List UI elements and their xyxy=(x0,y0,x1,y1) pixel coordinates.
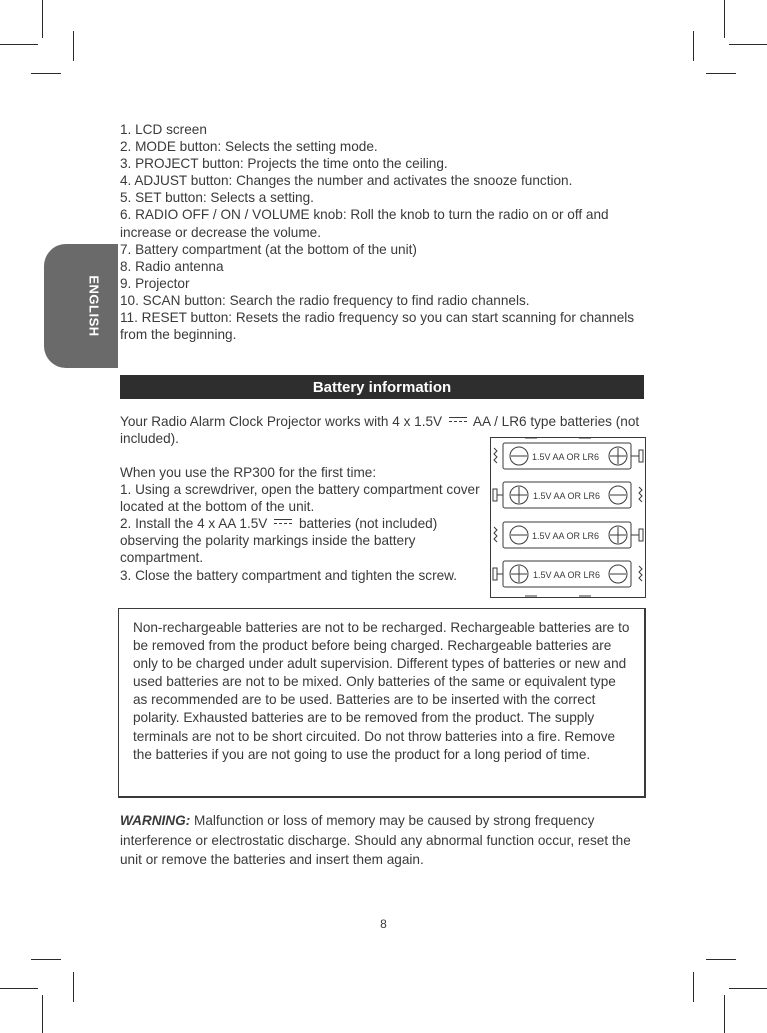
battery-safety-notice xyxy=(118,608,646,798)
step-2-text-cont: batteries (not included) observing the polarity markings inside the battery compartment. xyxy=(120,516,438,566)
battery-label: 1.5V AA OR LR6 xyxy=(532,452,600,462)
parts-list-item: 9. Projector xyxy=(120,275,190,291)
parts-list-item: 4. ADJUST button: Changes the number and activates the snooze function. xyxy=(120,173,573,189)
crop-mark xyxy=(729,988,767,989)
step-1: 1. Using a screwdriver, open the battery compartment cover located at the bottom of the unit. xyxy=(120,482,480,515)
crop-mark xyxy=(0,988,38,989)
battery-label: 1.5V AA OR LR6 xyxy=(533,570,601,580)
step-3: 3. Close the battery compartment and tighten the screw. xyxy=(120,567,458,583)
crop-mark xyxy=(724,0,725,38)
battery-compartment-diagram xyxy=(490,437,646,598)
parts-list-item: 2. MODE button: Selects the setting mode. xyxy=(120,139,378,155)
parts-list-item: 8. Radio antenna xyxy=(120,258,224,274)
battery-steps xyxy=(120,464,490,584)
dc-symbol-icon xyxy=(449,417,467,424)
battery-section-header xyxy=(120,375,644,399)
warning-text: Malfunction or loss of memory may be caused by strong frequency interference or electrostatic discharge. Should any abnormal function occur, reset the unit or remove the batteries and insert them again. xyxy=(120,813,631,867)
crop-mark xyxy=(42,0,43,38)
battery-section-title: Battery information xyxy=(312,378,452,396)
page-number: 8 xyxy=(380,917,387,931)
crop-mark xyxy=(31,959,61,960)
language-tab xyxy=(44,244,118,368)
crop-mark xyxy=(706,959,736,960)
battery-label: 1.5V AA OR LR6 xyxy=(532,531,600,541)
parts-list-item: 1. LCD screen xyxy=(120,122,207,137)
parts-list-item: 3. PROJECT button: Projects the time onto the ceiling. xyxy=(120,156,448,172)
battery-label: 1.5V AA OR LR6 xyxy=(533,491,601,501)
step-2-text: 2. Install the 4 x AA 1.5V xyxy=(120,516,268,532)
battery-safety-text: Non-rechargeable batteries are not to be recharged. Rechargeable batteries are to be removed from the product before being charged. Rechargeable batteries are only to be charged under adult supervision. Different types of batteries or new and used batteries are not to be mixed. Only batteries of the same or equivalent type as recommended are to be used. Batteries are to be inserted with the correct polarity. Exhausted batteries are to be removed from the product. The supply terminals are not to be short circuited. Do not throw batteries into a fire. Remove the batteries if you are not going to use the product for a long period of time. xyxy=(133,620,630,762)
crop-mark xyxy=(729,44,767,45)
parts-list-item: 10. SCAN button: Search the radio frequency to find radio channels. xyxy=(120,292,530,308)
crop-mark xyxy=(724,995,725,1033)
crop-mark xyxy=(706,73,736,74)
language-tab-label: ENGLISH xyxy=(86,275,102,337)
warning-paragraph xyxy=(120,811,646,870)
parts-list-item: 7. Battery compartment (at the bottom of the unit) xyxy=(120,241,417,257)
battery-intro-text-cont: AA / LR6 type batteries (not included). xyxy=(120,414,640,447)
first-time-heading: When you use the RP300 for the first time: xyxy=(120,465,377,480)
crop-mark xyxy=(73,972,74,1002)
crop-mark xyxy=(0,44,38,45)
crop-mark xyxy=(31,73,61,74)
crop-mark xyxy=(693,972,694,1002)
step-2 xyxy=(120,515,490,566)
parts-list-item: 5. SET button: Selects a setting. xyxy=(120,190,314,206)
parts-list-item: 6. RADIO OFF / ON / VOLUME knob: Roll the knob to turn the radio on or off and increase or decrease the volume. xyxy=(120,207,609,240)
battery-compartment-svg xyxy=(491,438,645,597)
parts-list xyxy=(120,121,646,343)
parts-list-item: 11. RESET button: Resets the radio frequency so you can start scanning for channels from the beginning. xyxy=(120,310,635,343)
warning-label: WARNING: xyxy=(120,813,191,828)
dc-symbol-icon xyxy=(274,519,292,526)
battery-intro-text: Your Radio Alarm Clock Projector works with 4 x 1.5V xyxy=(120,414,443,429)
crop-mark xyxy=(693,31,694,61)
crop-mark xyxy=(73,31,74,61)
crop-mark xyxy=(42,995,43,1033)
